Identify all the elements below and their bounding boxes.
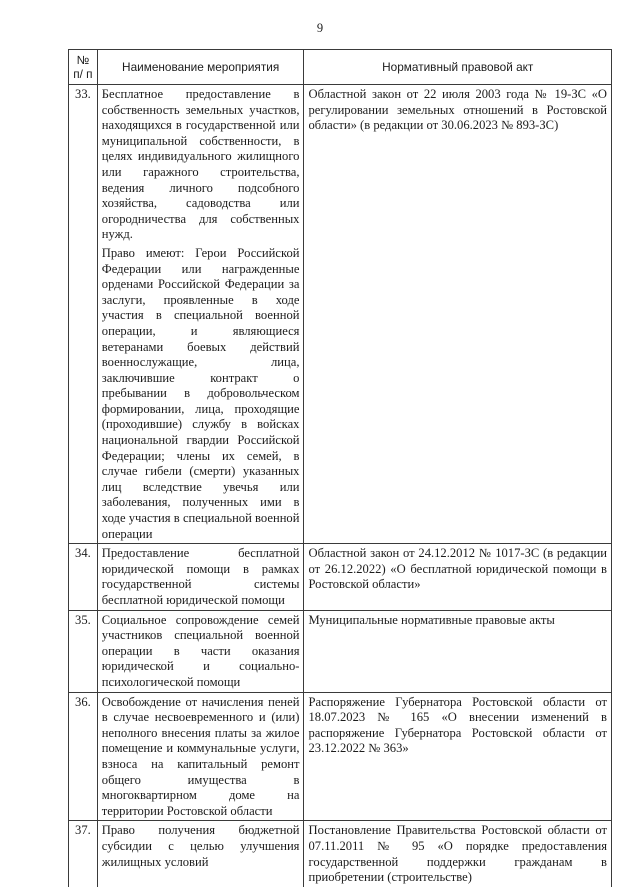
measures-table (68, 49, 612, 887)
measure-name (97, 610, 304, 692)
table-row (69, 544, 612, 610)
measure-description: Предоставление бесплатной юридической помощи в рамках государственной системы бесплатной юридической помощи (101, 546, 300, 607)
measure-description: Освобождение от начисления пеней в случае несвоевременного и (или) неполного внесения платы за жилое помещение и коммунальные услуги, взноса на капитальный ремонт общего имущества в многоквартирном доме на территории Ростовской области (101, 694, 300, 818)
header-legal-act: Нормативный правовой акт (304, 50, 612, 85)
table-row (69, 821, 612, 887)
legal-act: Муниципальные нормативные правовые акты (304, 610, 612, 692)
header-number: № п/ п (69, 50, 98, 85)
measure-name (97, 85, 304, 544)
row-number: 37. (69, 821, 98, 887)
legal-act: Постановление Правительства Ростовской области от 07.11.2011 № 95 «О порядке предоставления государственной поддержки гражданам в приобретении (строительстве) (304, 821, 612, 887)
row-number: 35. (69, 610, 98, 692)
table-header-row (69, 50, 612, 85)
measure-eligibility: Право имеют: Герои Российской Федерации или награжденные орденами Российской Федерации за заслуги, проявленные в ходе участия в специальной военной операции, и являющиеся ветеранами боевых действий военнослужащие, лица, заключившие контракт о пребывании в добровольческом формировании, лица, проходящие (проходившие) службу в войсках национальной гвардии Российской Федерации; члены их семей, в случае гибели (смерти) указанных лиц вследствие увечья или заболевания, полученных ими в ходе участия в специальной военной операции (101, 245, 300, 541)
header-measure-name: Наименование мероприятия (97, 50, 304, 85)
measure-name (97, 692, 304, 821)
measure-description: Бесплатное предоставление в собственность земельных участков, находящихся в государственной или муниципальной собственности, в целях индивидуального жилищного или гаражного строительства, ведения личного подсобного хозяйства, садоводства или огородничества для собственных нужд. (101, 87, 300, 242)
measure-description: Право получения бюджетной субсидии с целью улучшения жилищных условий (101, 823, 300, 869)
table-row (69, 692, 612, 821)
row-number: 34. (69, 544, 98, 610)
legal-act: Распоряжение Губернатора Ростовской области от 18.07.2023 № 165 «О внесении изменений в распоряжение Губернатора Ростовской области от 23.12.2022 № 363» (304, 692, 612, 821)
table-row (69, 85, 612, 544)
measure-description: Социальное сопровождение семей участников специальной военной операции в части оказания юридической и социально-психологической помощи (101, 612, 300, 689)
table-row (69, 610, 612, 692)
measure-name (97, 821, 304, 887)
legal-act: Областной закон от 22 июля 2003 года № 19-ЗС «О регулировании земельных отношений в Ростовской области» (в редакции от 30.06.2023 № 893-ЗС) (304, 85, 612, 544)
page-number: 9 (316, 21, 324, 35)
row-number: 36. (69, 692, 98, 821)
row-number: 33. (69, 85, 98, 544)
legal-act: Областной закон от 24.12.2012 № 1017-ЗС (в редакции от 26.12.2022) «О бесплатной юридической помощи в Ростовской области» (304, 544, 612, 610)
measure-name (97, 544, 304, 610)
